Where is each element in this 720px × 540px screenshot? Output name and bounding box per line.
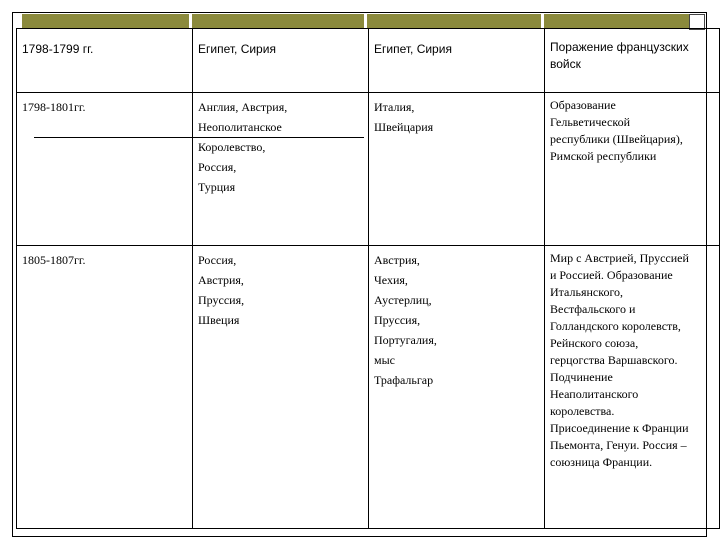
adversaries-cell: Россия, Австрия, Пруссия, Швеция <box>193 246 369 529</box>
strip-segment <box>367 14 541 28</box>
result-cell: Поражение французских войск <box>545 29 720 93</box>
period-cell: 1798-1801гг. <box>17 93 193 246</box>
adversaries-cell: Египет, Сирия <box>193 29 369 93</box>
theater-cell: Египет, Сирия <box>369 29 545 93</box>
strip-segment <box>192 14 364 28</box>
strip-segment <box>22 14 189 28</box>
adversaries-cell: Англия, Австрия, Неополитанское Королевство, Россия, Турция <box>193 93 369 246</box>
table-row <box>17 29 720 93</box>
table-row <box>17 93 720 246</box>
decorative-rule <box>34 137 364 138</box>
strip-segment <box>544 14 689 28</box>
period-cell: 1798-1799 гг. <box>17 29 193 93</box>
napoleonic-wars-table <box>16 28 720 529</box>
theater-cell: Австрия, Чехия, Аустерлиц, Пруссия, Португалия, мыс Трафальгар <box>369 246 545 529</box>
table-row <box>17 246 720 529</box>
result-cell: Образование Гельветической республики (Швейцария), Римской республики <box>545 93 720 246</box>
period-cell: 1805-1807гг. <box>17 246 193 529</box>
result-cell: Мир с Австрией, Пруссией и Россией. Образование Итальянского, Вестфальского и Голландского королевств, Рейнского союза, герцогства Варшавского. Подчинение Неаполитанского королевства. Присоединение к Франции Пьемонта, Генуи. Россия – союзница Франции. <box>545 246 720 529</box>
decorative-header-strip <box>22 14 709 28</box>
theater-cell: Италия, Швейцария <box>369 93 545 246</box>
